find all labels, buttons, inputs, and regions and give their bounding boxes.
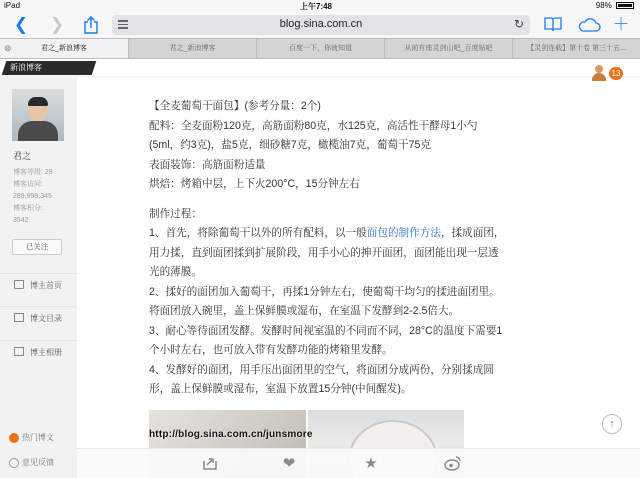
home-icon	[14, 280, 24, 289]
url-text: blog.sina.com.cn	[279, 18, 363, 30]
tab-4[interactable]	[512, 39, 640, 58]
web-page	[0, 59, 640, 478]
nav-catalog-label: 博文目录	[30, 314, 62, 323]
scroll-to-top-button[interactable]: ↑	[602, 414, 622, 434]
bulb-icon	[9, 458, 19, 468]
site-header	[0, 59, 640, 77]
battery-percent: 98%	[595, 1, 612, 10]
article-line: 烘焙：烤箱中层，上下火200°C，15分钟左右	[149, 178, 360, 190]
article-line: (5ml，约3克)，盐5克，细砂糖7克，橄榄油7克，葡萄干75克	[149, 139, 431, 151]
chevron-right-icon[interactable]: ❯	[49, 15, 65, 34]
article-line: 用力揉，直到面团揉到扩展阶段，用手小心的抻开面团，面团能出现一层透	[149, 246, 499, 259]
repost-icon[interactable]	[201, 455, 219, 473]
tab-3[interactable]	[384, 39, 512, 58]
share-icon[interactable]	[80, 16, 102, 34]
star-icon[interactable]: ★	[364, 455, 378, 472]
heart-icon[interactable]: ❤	[282, 455, 296, 472]
visits-value: 289,998,345	[13, 193, 52, 200]
chevron-left-icon[interactable]: ❮	[13, 15, 29, 34]
user-icon	[592, 65, 606, 81]
visits-label: 博客访问:	[13, 181, 43, 188]
nav-feedback-label: 意见反馈	[22, 458, 54, 467]
article-line: 形，盖上保鲜膜或湿布，室温下放置15分钟(中间醒发)。	[149, 383, 412, 395]
article-line: 2、揉好的面团加入葡萄干，再揉1分钟左右，使葡萄干均匀的揉进面团里。	[149, 285, 500, 298]
blog-level: 博客等级: 29	[13, 169, 53, 176]
tab-label: 百度一下，你就知道	[289, 45, 352, 52]
notification-badge: 13	[609, 67, 623, 80]
tab-bar	[0, 38, 640, 59]
browser-toolbar	[0, 12, 640, 38]
weibo-icon[interactable]	[444, 455, 462, 473]
blogger-name[interactable]: 君之	[13, 151, 32, 161]
flame-icon	[9, 433, 19, 443]
article-line: 【全麦葡萄干面包】(参考分量：2个)	[149, 100, 321, 112]
process-title: 制作过程：	[149, 207, 202, 220]
blog-sidebar	[0, 77, 77, 478]
address-bar[interactable]	[112, 15, 530, 35]
clock: 上午7:48	[300, 2, 333, 11]
tab-1[interactable]	[128, 39, 256, 58]
nav-feedback[interactable]	[9, 457, 54, 468]
article-line: 表面装饰：高筋面粉适量	[149, 158, 266, 171]
points-label: 博客积分:	[13, 205, 43, 212]
article-action-bar	[77, 448, 640, 478]
article-line: 光的薄膜。	[149, 266, 202, 278]
article-line: 个小时左右，也可放入带有发酵功能的烤箱里发酵。	[149, 344, 393, 356]
tab-2[interactable]	[256, 39, 384, 58]
points-value: 3542	[13, 217, 29, 224]
nav-home-label: 博主首页	[30, 281, 62, 290]
battery-icon	[616, 2, 634, 9]
article-line: 1、首先，将除葡萄干以外的所有配料，以一般面包的制作方法，揉成面团，	[149, 227, 505, 239]
article-line: 将面团放入碗里，盖上保鲜膜或湿布，在室温下发酵到2-2.5倍大。	[149, 305, 460, 317]
close-icon[interactable]: ⊗	[4, 43, 12, 53]
nav-hot[interactable]	[9, 432, 54, 443]
tab-label: 【灵剑连载】第十卷 第三十五...	[527, 45, 626, 52]
tab-label: 君之_新浪博客	[169, 45, 216, 52]
follow-button[interactable]: 已关注	[12, 239, 62, 255]
cloud-icon[interactable]	[576, 16, 602, 34]
nav-catalog[interactable]	[0, 306, 77, 328]
article-line: 配料：全麦面粉120克，高筋面粉80克，水125克，高活性干酵母1小勺	[149, 119, 478, 132]
plus-icon[interactable]: ＋	[612, 15, 630, 34]
user-menu[interactable]	[592, 65, 632, 83]
tab-label: 君之_新浪博客	[41, 45, 87, 52]
nav-home[interactable]	[0, 273, 77, 295]
article-line: 4、发酵好的面团，用手压出面团里的空气，将面团分成两份，分别揉成圆	[149, 363, 494, 376]
tab-0[interactable]	[0, 39, 128, 58]
book-icon[interactable]	[542, 16, 564, 34]
article-line: 3、耐心等待面团发酵。发酵时间视室温的不同而不同，28°C的温度下需要1	[149, 324, 503, 337]
nav-hot-label: 热门博文	[22, 433, 54, 442]
device-label: iPad	[4, 1, 21, 10]
nav-album[interactable]	[0, 340, 77, 362]
sina-blog-logo[interactable]: 新浪博客	[2, 61, 97, 75]
reload-icon[interactable]: ↻	[513, 17, 524, 31]
photo-watermark: http://blog.sina.com.cn/junsmore	[149, 429, 313, 440]
article-area	[77, 77, 640, 478]
nav-album-label: 博主相册	[30, 348, 62, 357]
article-body	[149, 97, 539, 400]
list-icon	[14, 313, 24, 322]
bread-method-link[interactable]: 面包的制作方法	[366, 227, 441, 239]
battery-status	[596, 1, 634, 10]
avatar[interactable]	[12, 89, 64, 141]
status-bar	[0, 0, 640, 12]
photo-icon	[14, 347, 24, 356]
tab-label: 从前有座灵剑山吧_百度贴吧	[404, 45, 493, 52]
